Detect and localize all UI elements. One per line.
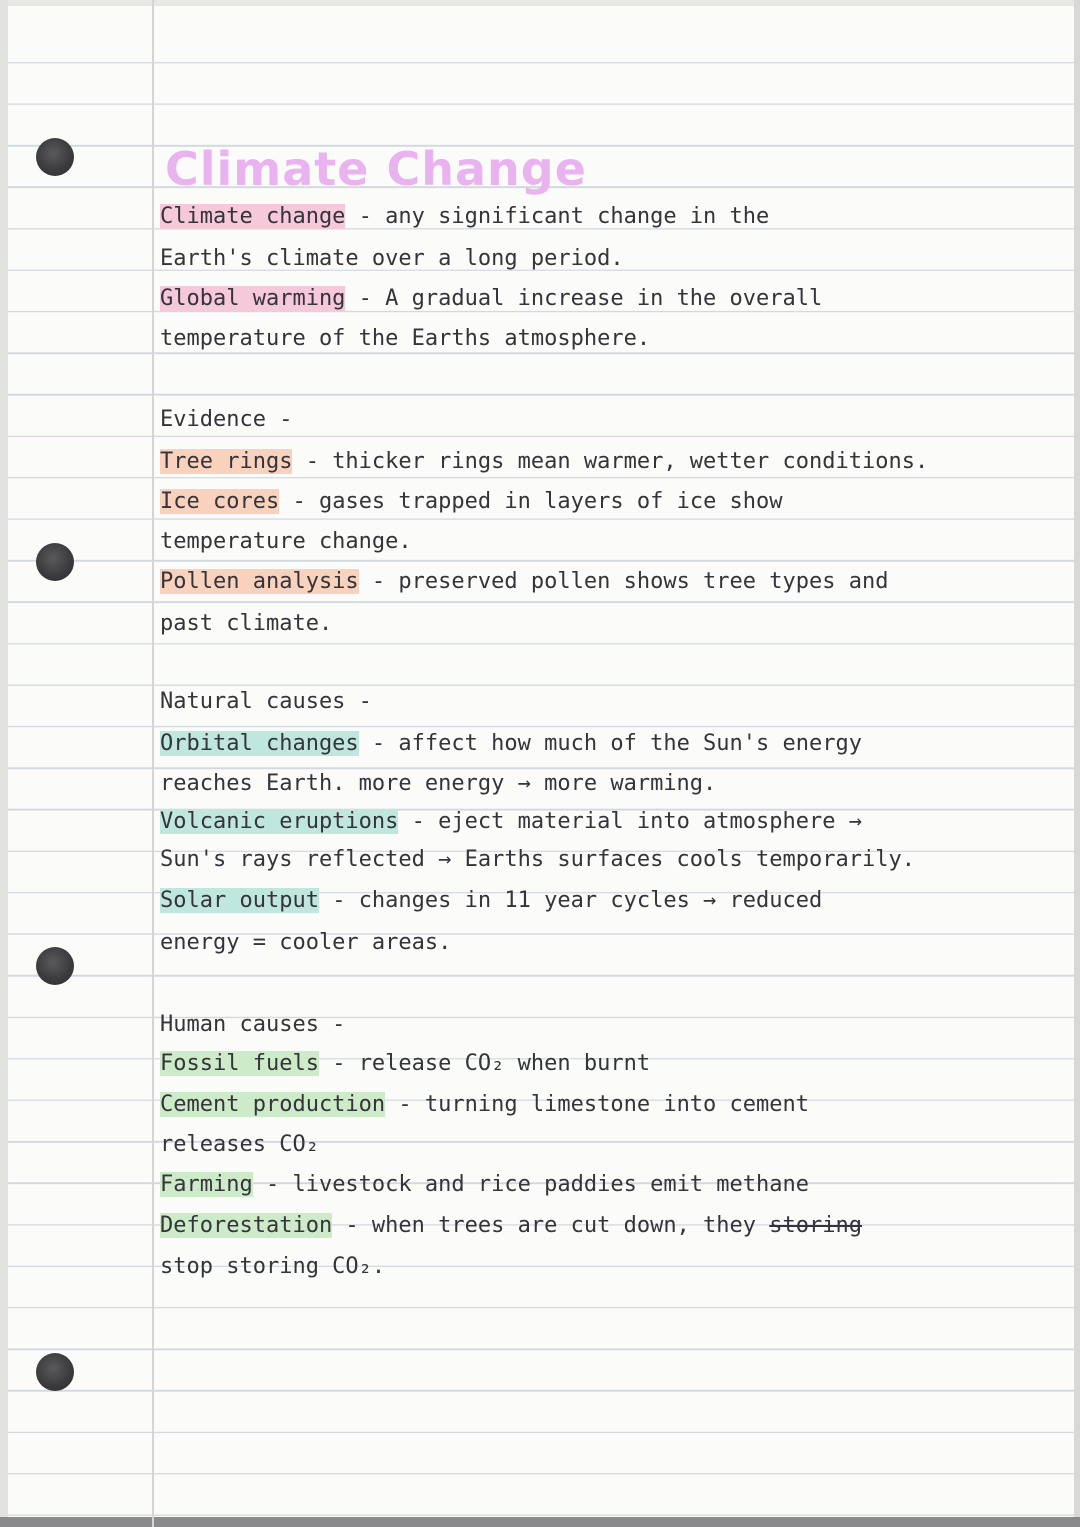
note-text: - thicker rings mean warmer, wetter conditions. xyxy=(292,449,929,474)
cause-farming xyxy=(160,1168,809,1202)
note-text: - gases trapped in layers of ice show xyxy=(279,489,783,514)
note-line: temperature change. xyxy=(160,529,412,554)
note-line: stop storing CO₂. xyxy=(160,1254,386,1279)
note-text: - preserved pollen shows tree types and xyxy=(358,569,889,594)
section-heading-evidence: Evidence - xyxy=(160,407,293,432)
page-left-edge xyxy=(0,0,8,1527)
evidence-tree-rings xyxy=(160,445,928,479)
struck-word: storing xyxy=(769,1213,862,1238)
term-highlight: Volcanic eruptions xyxy=(160,809,399,834)
note-line: releases CO₂ xyxy=(160,1132,319,1157)
evidence-ice-cores xyxy=(160,485,783,519)
punch-hole xyxy=(36,138,74,176)
term-highlight: Climate change xyxy=(160,204,346,229)
punch-hole xyxy=(36,543,74,581)
term-highlight: Farming xyxy=(160,1172,253,1197)
cause-volcanic-eruptions xyxy=(160,805,862,839)
note-text: - when trees are cut down, they xyxy=(332,1213,770,1238)
term-highlight: Solar output xyxy=(160,888,319,913)
section-heading-natural-causes: Natural causes - xyxy=(160,689,372,714)
term-highlight: Orbital changes xyxy=(160,731,359,756)
page-top-edge xyxy=(0,0,1080,6)
cause-fossil-fuels xyxy=(160,1047,650,1081)
note-text: - livestock and rice paddies emit methane xyxy=(252,1172,810,1197)
punch-hole xyxy=(36,1353,74,1391)
page-title: Climate Change xyxy=(165,142,587,196)
margin-line xyxy=(152,0,154,1527)
cause-solar-output xyxy=(160,884,822,918)
note-text: - eject material into atmosphere → xyxy=(398,809,863,834)
term-highlight: Ice cores xyxy=(160,489,280,514)
note-line: Sun's rays reflected → Earths surfaces cools temporarily. xyxy=(160,847,915,872)
note-text: - changes in 11 year cycles → reduced xyxy=(318,888,823,913)
cause-cement-production xyxy=(160,1088,809,1122)
page-bottom-edge xyxy=(0,1517,1080,1527)
definition-text: - A gradual increase in the overall xyxy=(345,286,823,311)
term-highlight: Cement production xyxy=(160,1092,386,1117)
definition-line: Earth's climate over a long period. xyxy=(160,246,624,271)
term-highlight: Deforestation xyxy=(160,1213,333,1238)
term-highlight: Global warming xyxy=(160,286,346,311)
definition-global-warming xyxy=(160,282,822,316)
note-line: reaches Earth. more energy → more warming. xyxy=(160,771,717,796)
note-text: - affect how much of the Sun's energy xyxy=(358,731,863,756)
note-text: - turning limestone into cement xyxy=(385,1092,810,1117)
term-highlight: Fossil fuels xyxy=(160,1051,319,1076)
note-text: - release CO₂ when burnt xyxy=(318,1051,651,1076)
page-right-edge xyxy=(1074,0,1080,1527)
definition-text: - any significant change in the xyxy=(345,204,770,229)
note-line: energy = cooler areas. xyxy=(160,930,452,955)
punch-hole xyxy=(36,947,74,985)
term-highlight: Pollen analysis xyxy=(160,569,359,594)
definition-line: temperature of the Earths atmosphere. xyxy=(160,326,651,351)
cause-deforestation xyxy=(160,1209,862,1243)
definition-climate-change xyxy=(160,200,769,234)
section-heading-human-causes: Human causes - xyxy=(160,1012,346,1037)
term-highlight: Tree rings xyxy=(160,449,293,474)
note-line: past climate. xyxy=(160,611,333,636)
cause-orbital-changes xyxy=(160,727,862,761)
evidence-pollen-analysis xyxy=(160,565,889,599)
